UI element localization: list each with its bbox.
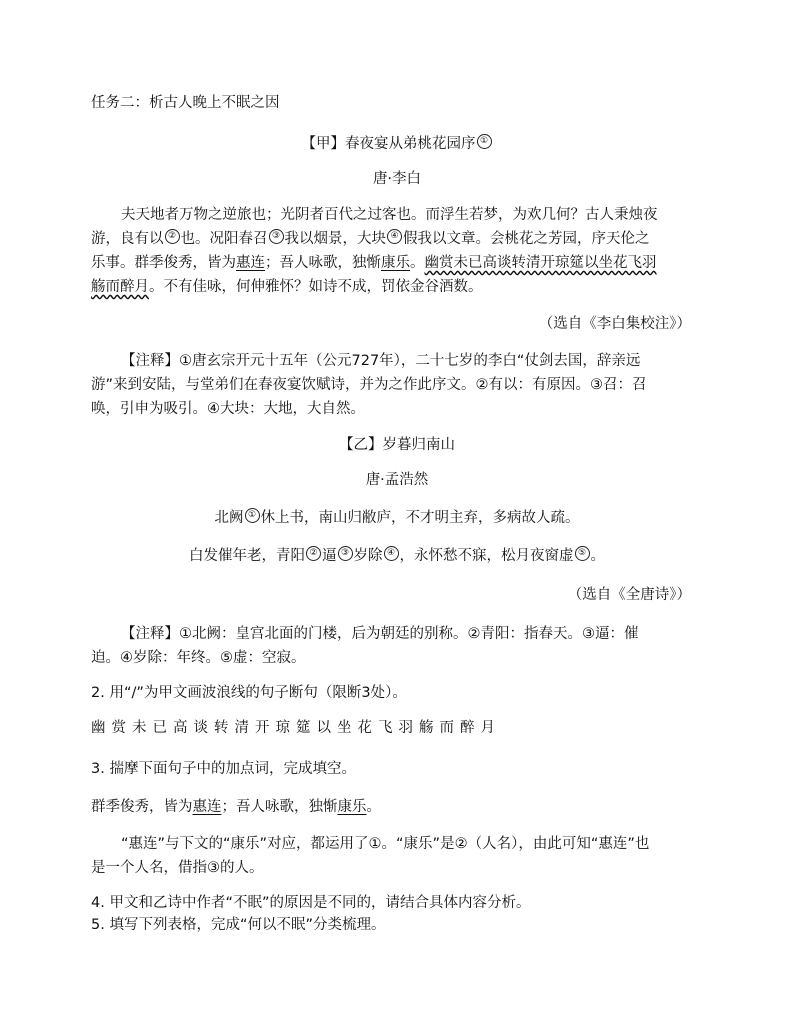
question-3-fill-line-2: 是一个人名，借指③的人。 [91, 860, 264, 876]
yi-note-line-2: 迫。④岁除：年终。⑤虚：空寂。 [91, 650, 306, 666]
question-4: 4. 甲文和乙诗中作者“不眠”的原因是不同的，请结合具体内容分析。 [91, 895, 531, 911]
footnote-marker: ③ [338, 546, 353, 561]
yi-note-line-1: 【注释】①北阙：皇宫北面的门楼，后为朝廷的别称。②青阳：指春天。③逼：催 [121, 626, 639, 642]
jia-paragraph-line-3: 乐事。群季俊秀，皆为惠连；吾人咏歌，独惭康乐。幽赏未已高谈转清开琼筵以坐花飞羽 [91, 255, 657, 271]
footnote-marker: ① [477, 134, 492, 149]
footnote-marker: ③ [269, 229, 284, 244]
wavy-underlined-sentence-end: 觞而醉月 [91, 279, 149, 295]
footnote-marker: ④ [387, 229, 402, 244]
jia-title-text: 【甲】春夜宴从弟桃花园序 [301, 136, 476, 152]
jia-paragraph-line-1: 夫天地者万物之逆旅也；光阴者百代之过客也。而浮生若梦，为欢几何？古人秉烛夜 [121, 207, 658, 223]
jia-paragraph-line-4: 觞而醉月。不有佳咏，何伸雅怀？如诗不成，罚依金谷酒数。 [91, 279, 483, 295]
footnote-marker: ⑤ [575, 546, 590, 561]
footnote-marker: ④ [384, 546, 399, 561]
yi-source: （选自《全唐诗》） [567, 587, 691, 603]
dotted-word-kangle: 康乐 [337, 799, 367, 815]
yi-title: 【乙】岁暮归南山 [339, 437, 455, 453]
jia-note-line-1: 【注释】①唐玄宗开元十五年（公元727年），二十七岁的李白“仗剑去国，辞亲远 [121, 353, 641, 369]
wavy-underlined-sentence: 幽赏未已高谈转清开琼筵以坐花飞羽 [424, 255, 657, 271]
jia-source: （选自《李白集校注》） [538, 316, 691, 332]
question-5: 5. 填写下列表格，完成“何以不眠”分类梳理。 [91, 917, 386, 933]
question-3-sentence: 群季俊秀，皆为惠连；吾人咏歌，独惭康乐。 [91, 799, 381, 815]
question-3-fill-line-1: “惠连”与下文的“康乐”对应，都运用了①。“康乐”是②（人名），由此可知“惠连”也 [121, 836, 650, 852]
jia-note-line-2: 游”来到安陆，与堂弟们在春夜宴饮赋诗，并为之作此序文。②有以：有原因。③召：召 [91, 377, 647, 393]
footnote-marker: ② [165, 229, 180, 244]
task-title: 任务二：析古人晚上不眠之因 [91, 95, 280, 111]
yi-author: 唐·孟浩然 [365, 472, 429, 488]
question-3: 3. 揣摩下面句子中的加点词，完成填空。 [91, 761, 356, 777]
footnote-marker: ② [306, 546, 321, 561]
yi-poem-line-2: 白发催年老，青阳 ② 逼 ③ 岁除 ④ ，永怀愁不寐，松月夜窗虚 ⑤ 。 [189, 548, 605, 564]
yi-poem-line-1: 北阙 ① 休上书，南山归敝庐，不才明主弃，多病故人疏。 [214, 510, 580, 526]
underlined-word-huilian: 惠连 [236, 255, 265, 271]
question-2: 2. 用“/”为甲文画波浪线的句子断句（限断3处）。 [91, 685, 407, 701]
dotted-word-huilian: 惠连 [192, 799, 222, 815]
jia-author: 唐·李白 [372, 171, 422, 187]
underlined-word-kangle: 康乐 [381, 255, 410, 271]
jia-title [0, 134, 794, 154]
footnote-marker: ① [245, 508, 260, 523]
jia-paragraph-line-2: 游，良有以 ② 也。况阳春召 ③ 我以烟景，大块 ④ 假我以文章。会桃花之芳园，序天伦之 [91, 231, 650, 247]
jia-note-line-3: 唤，引申为吸引。④大块：大地，大自然。 [91, 401, 365, 417]
question-2-text: 幽赏未已高谈转清开琼筵以坐花飞羽觞而醉月 [91, 720, 501, 736]
